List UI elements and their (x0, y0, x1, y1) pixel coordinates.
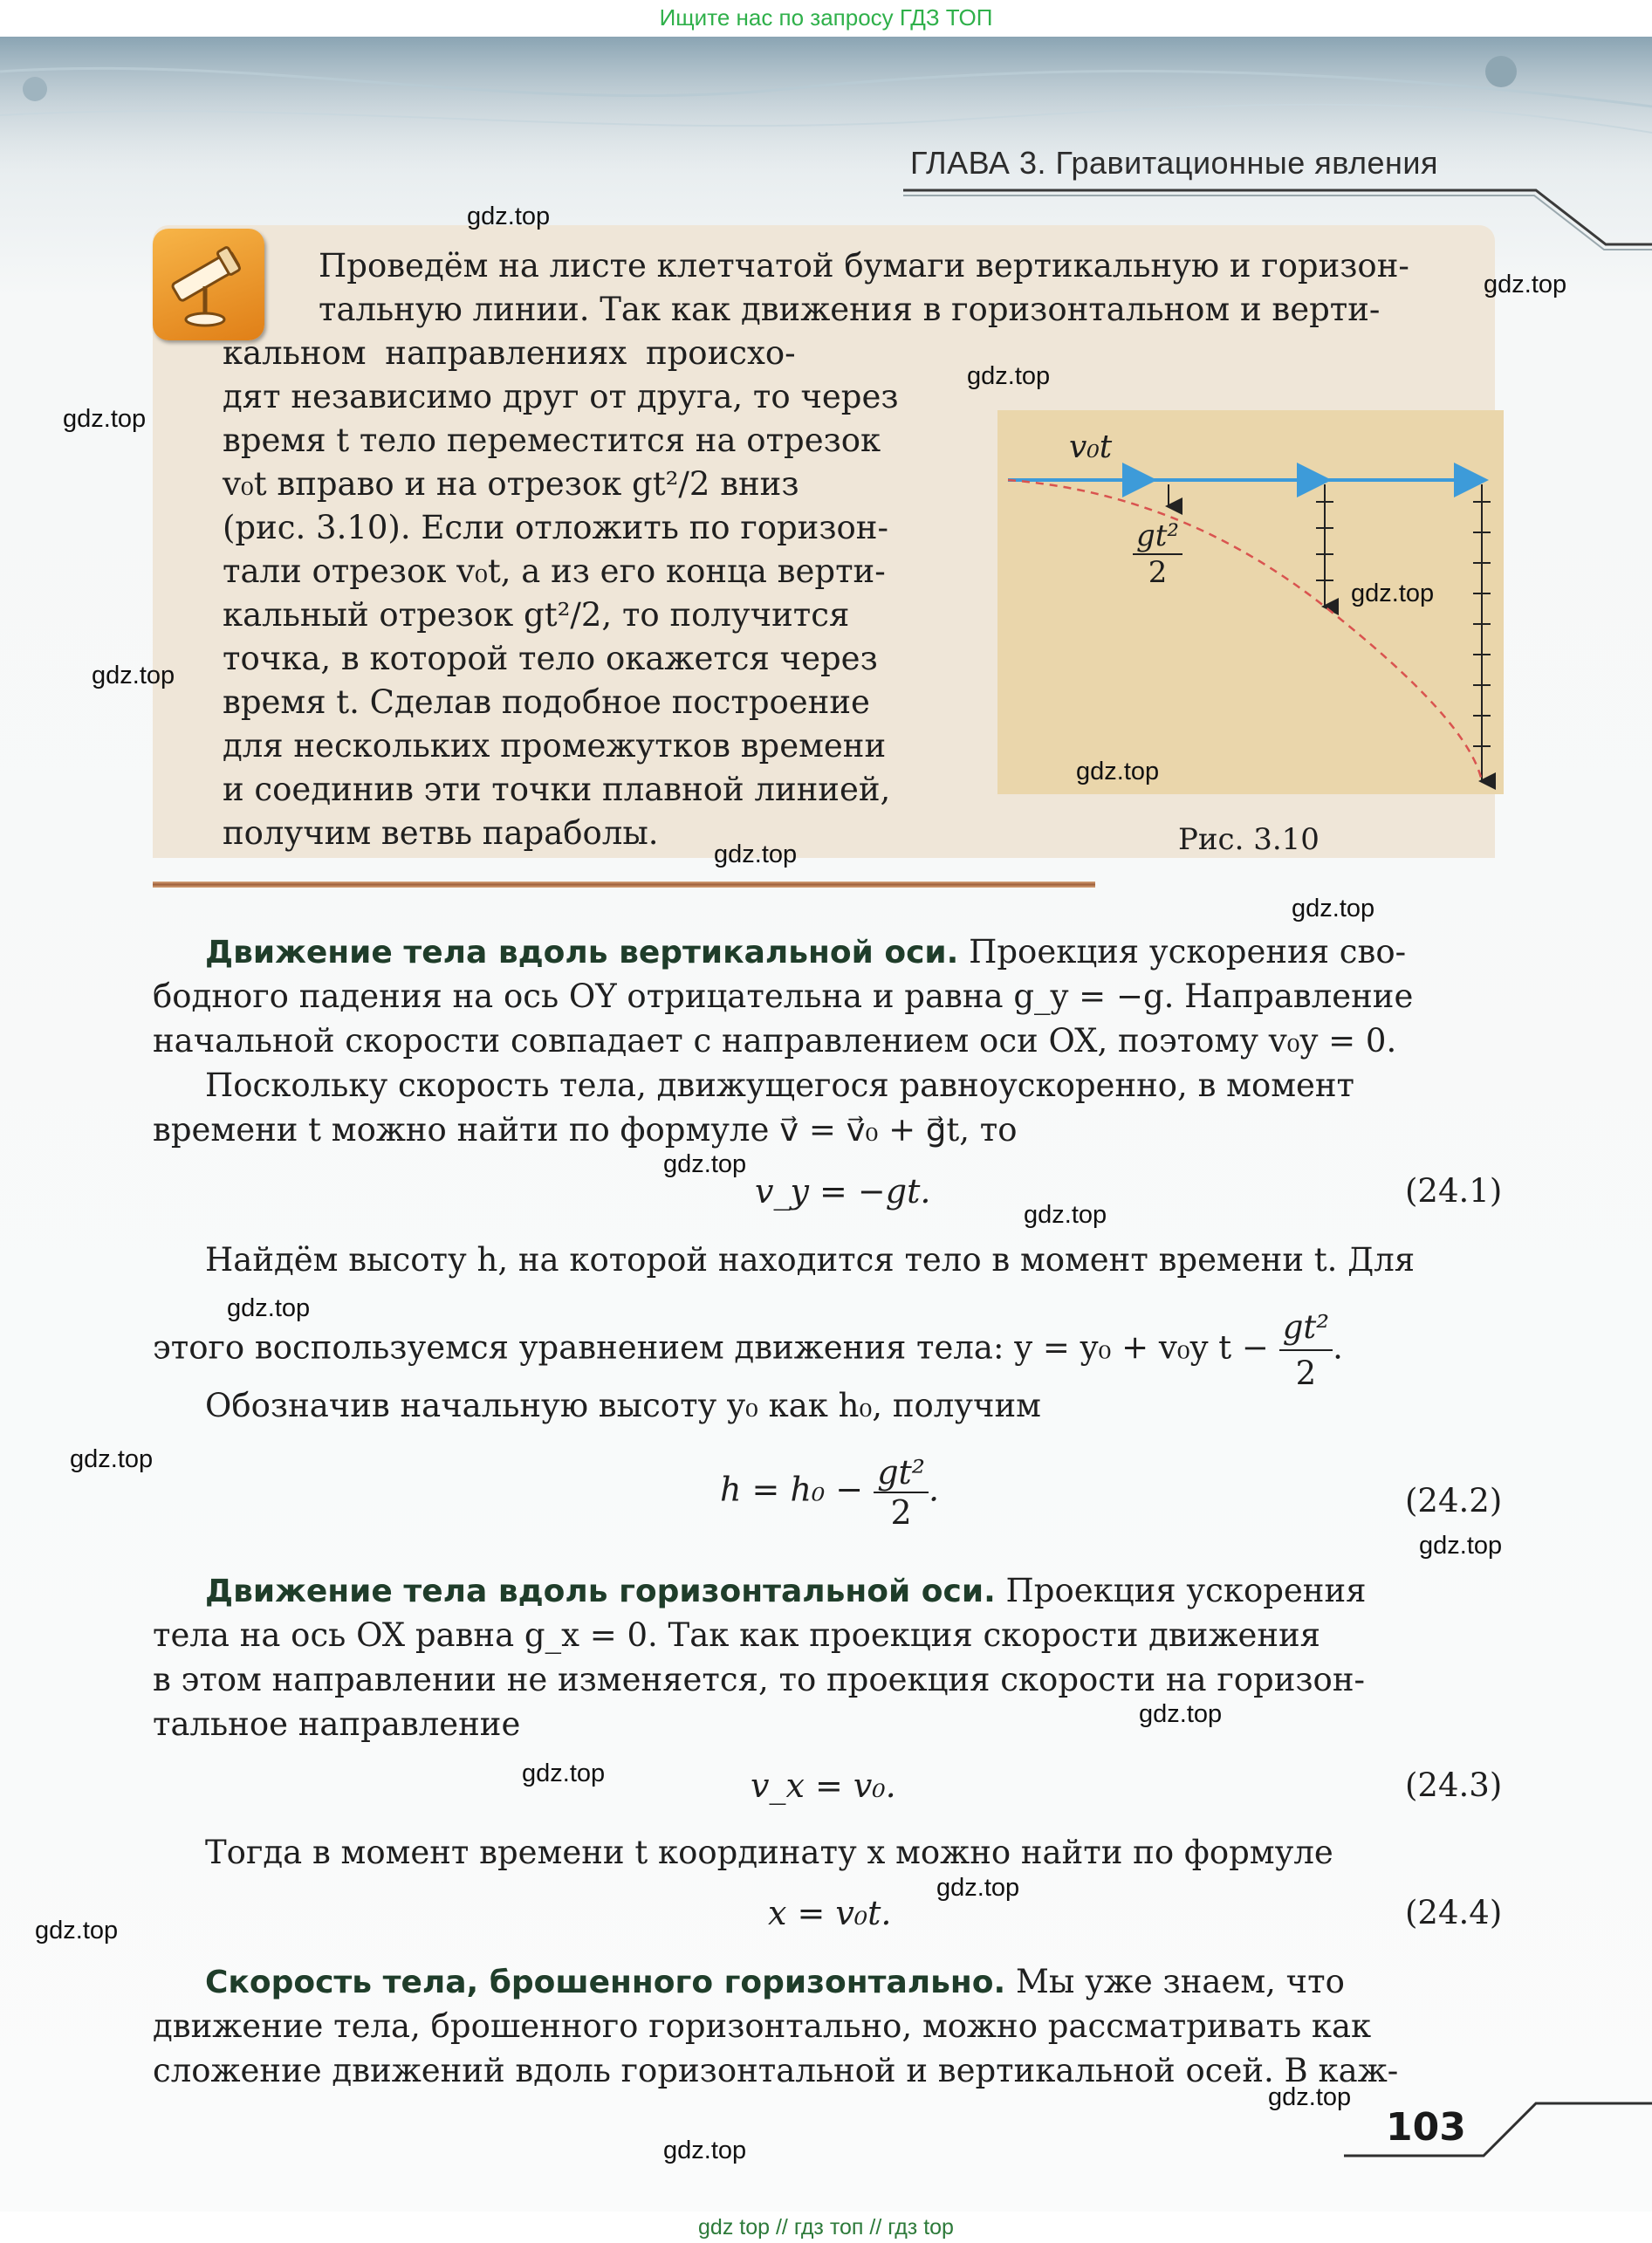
section2-line-1 (205, 1568, 1366, 1614)
watermark: gdz.top (63, 405, 147, 433)
formula-24-2: h = h₀ − $\frac{\text{gt²}}{2}$ . (720, 1453, 940, 1532)
fraction-numerator: gt² (874, 1453, 929, 1493)
section1-heading: Движение тела вдоль вертикальной оси. (205, 935, 959, 971)
watermark: gdz.top (1024, 1201, 1107, 1229)
formula-24-1: v_y = −gt. (755, 1172, 931, 1211)
box-line: v₀t вправо и на отрезок gt²/2 вниз (223, 465, 799, 503)
box-line: Проведём на листе клетчатой бумаги вертикальную и горизон- (319, 247, 1409, 285)
box-line: для нескольких промежутков времени (223, 727, 887, 765)
motion-equation-text: этого воспользуемся уравнением движения тела: y = y₀ + v₀y t − (153, 1328, 1269, 1367)
equation-number-24-3: (24.3) (1405, 1766, 1503, 1804)
fraction-numerator: gt² (1279, 1305, 1333, 1351)
watermark: gdz.top (1292, 895, 1375, 923)
watermark: gdz.top (92, 662, 175, 689)
section1-line-4: Поскольку скорость тела, движущегося равноускоренно, в момент (205, 1067, 1355, 1104)
watermark: gdz.top (1351, 580, 1435, 607)
section1-line-6: Найдём высоту h, на которой находится тело в момент времени t. Для (205, 1241, 1416, 1279)
figure-label-fraction (1133, 518, 1182, 590)
page-number: 103 (1386, 2105, 1466, 2150)
top-banner[interactable]: Ищите нас по запросу ГДЗ ТОП (0, 0, 1652, 37)
section2-line-5: Тогда в момент времени t координату x можно найти по формуле (205, 1834, 1333, 1871)
section3-heading: Скорость тела, брошенного горизонтально. (205, 1965, 1006, 2000)
chapter-header-line (0, 0, 1652, 262)
section-separator (153, 881, 1095, 888)
tick-marks (1316, 502, 1491, 746)
box-line: тали отрезок v₀t, а из его конца верти- (223, 552, 886, 590)
section2-line-3: в этом направлении не изменяется, то проекция скорости на горизон- (153, 1661, 1365, 1698)
section2-heading: Движение тела вдоль горизонтальной оси. (205, 1574, 996, 1609)
equation-number-24-4: (24.4) (1405, 1894, 1503, 1931)
formula-24-2-text: h = h₀ − (720, 1470, 864, 1509)
watermark: gdz.top (70, 1445, 154, 1473)
section1-line-3: начальной скорости совпадает с направлением оси OX, поэтому v₀y = 0. (153, 1022, 1397, 1060)
box-line: время t тело переместится на отрезок (223, 422, 881, 459)
motion-equation-fraction (1279, 1305, 1333, 1396)
watermark: gdz.top (467, 202, 551, 230)
watermark: gdz.top (1268, 2083, 1352, 2111)
equation-number-24-2: (24.2) (1405, 1482, 1503, 1519)
watermark: gdz.top (1484, 271, 1567, 298)
watermark: gdz.top (663, 1150, 747, 1178)
section1-text: Проекция ускорения сво- (958, 933, 1407, 971)
section2-line-4: тальное направление (153, 1705, 521, 1743)
watermark: gdz.top (522, 1759, 606, 1787)
box-line: время t. Сделав подобное построение (223, 683, 870, 721)
bottom-banner[interactable]: gdz top // гдз топ // гдз top (0, 2212, 1652, 2243)
watermark: gdz.top (936, 1874, 1020, 1902)
section2-line-2: тела на ось OX равна g_x = 0. Так как проекция скорости движения (153, 1616, 1321, 1654)
section1-line-2: бодного падения на ось OY отрицательна и равна g_y = −g. Направление (153, 977, 1414, 1015)
watermark: gdz.top (967, 362, 1051, 390)
section2-text: Проекция ускорения (995, 1572, 1367, 1609)
figure-caption: Рис. 3.10 (1178, 822, 1320, 857)
watermark: gdz.top (227, 1294, 311, 1322)
figure-label-denominator: 2 (1148, 555, 1168, 590)
section1-line-8: Обозначив начальную высоту y₀ как h₀, получим (205, 1387, 1041, 1424)
fraction-denominator: 2 (1295, 1355, 1317, 1392)
watermark: gdz.top (1139, 1700, 1223, 1728)
watermark: gdz.top (1076, 758, 1160, 785)
figure-label-v0t: v₀t (1069, 429, 1113, 465)
watermark: gdz.top (663, 2137, 747, 2164)
fraction-denominator: 2 (890, 1493, 912, 1532)
section3-text: Мы уже знаем, что (1005, 1963, 1345, 2000)
box-line: точка, в которой тело окажется через (223, 640, 878, 677)
box-line: тальную линии. Так как движения в горизонтальном и верти- (319, 291, 1381, 328)
formula-24-4: x = v₀t. (768, 1894, 892, 1932)
watermark: gdz.top (1419, 1532, 1503, 1560)
parabola-path (1008, 480, 1482, 781)
watermark: gdz.top (35, 1917, 119, 1945)
equation-number-24-1: (24.1) (1405, 1172, 1503, 1210)
box-line: дят независимо друг от друга, то через (223, 378, 899, 415)
watermark: gdz.top (714, 840, 798, 868)
section1-line-5: времени t можно найти по формуле v⃗ = v⃗₀ + g⃗t, то (153, 1111, 1018, 1149)
box-line: и соединив эти точки плавной линией, (223, 771, 891, 808)
section3-line-1 (205, 1959, 1345, 2005)
box-line: кальный отрезок gt²/2, то получится (223, 596, 850, 634)
box-line: кальном направлениях происхо- (223, 334, 796, 372)
chapter-title: ГЛАВА 3. Гравитационные явления (910, 145, 1439, 181)
box-line: получим ветвь параболы. (223, 814, 659, 852)
section3-line-3: сложение движений вдоль горизонтальной и вертикальной осей. В каж- (153, 2052, 1399, 2089)
section1-line-7: этого воспользуемся уравнением движения тела: y = y₀ + v₀y t − $\frac{\text{gt²}}{2}$ . (153, 1305, 1343, 1396)
formula-24-2-fraction (874, 1453, 929, 1532)
section3-line-2: движение тела, брошенного горизонтально, можно рассматривать как (153, 2007, 1372, 2045)
figure-label-numerator: gt² (1133, 518, 1182, 555)
formula-24-3: v_x = v₀. (751, 1766, 896, 1805)
box-line: (рис. 3.10). Если отложить по горизон- (223, 509, 888, 546)
section1-line-1 (205, 929, 1406, 975)
